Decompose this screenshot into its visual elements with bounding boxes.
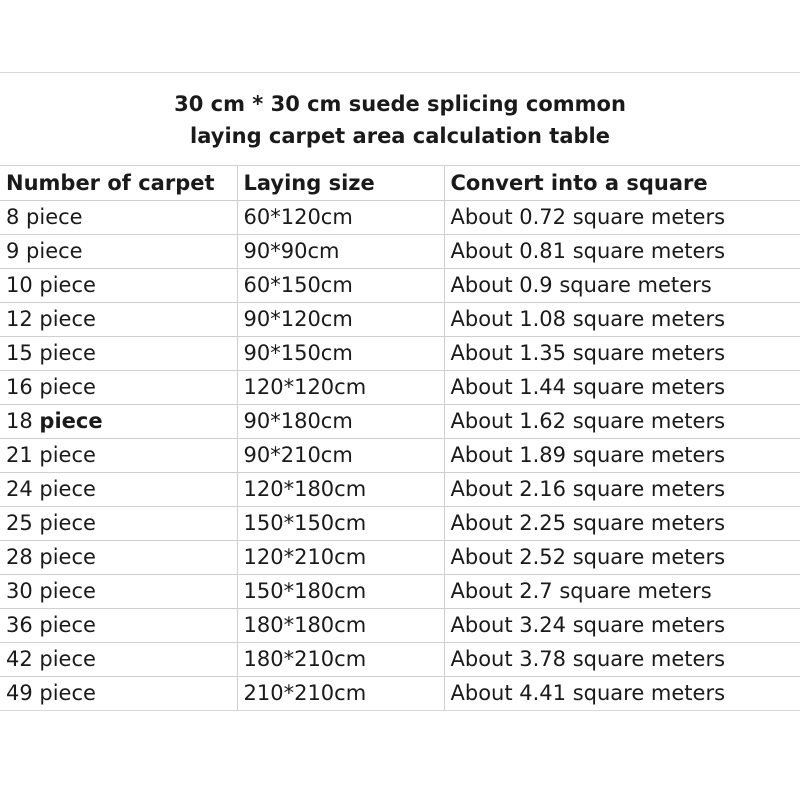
header-row bbox=[0, 166, 800, 201]
cell-count: 12 piece bbox=[0, 303, 237, 337]
cell-size: 120*180cm bbox=[237, 473, 444, 507]
table-row bbox=[0, 337, 800, 371]
cell-count: 28 piece bbox=[0, 541, 237, 575]
table-row bbox=[0, 371, 800, 405]
cell-count: 36 piece bbox=[0, 609, 237, 643]
table-row bbox=[0, 609, 800, 643]
table-row bbox=[0, 405, 800, 439]
table-row bbox=[0, 439, 800, 473]
cell-count: 15 piece bbox=[0, 337, 237, 371]
cell-area: About 4.41 square meters bbox=[444, 677, 800, 711]
cell-count: 8 piece bbox=[0, 201, 237, 235]
cell-count-number: 18 bbox=[6, 409, 33, 433]
header-laying-size: Laying size bbox=[237, 166, 444, 201]
cell-count: 21 piece bbox=[0, 439, 237, 473]
cell-size: 180*180cm bbox=[237, 609, 444, 643]
table-title bbox=[0, 73, 800, 166]
cell-size: 60*120cm bbox=[237, 201, 444, 235]
cell-area: About 1.62 square meters bbox=[444, 405, 800, 439]
cell-size: 210*210cm bbox=[237, 677, 444, 711]
table-row bbox=[0, 201, 800, 235]
cell-area: About 0.72 square meters bbox=[444, 201, 800, 235]
table-title-line-1: 30 cm * 30 cm suede splicing common bbox=[174, 92, 626, 116]
cell-size: 120*120cm bbox=[237, 371, 444, 405]
header-number-of-carpet: Number of carpet bbox=[0, 166, 237, 201]
cell-count: 9 piece bbox=[0, 235, 237, 269]
table-row bbox=[0, 473, 800, 507]
cell-area: About 2.52 square meters bbox=[444, 541, 800, 575]
table-row bbox=[0, 643, 800, 677]
cell-area: About 1.35 square meters bbox=[444, 337, 800, 371]
cell-area: About 2.16 square meters bbox=[444, 473, 800, 507]
cell-area: About 3.24 square meters bbox=[444, 609, 800, 643]
title-row bbox=[0, 73, 800, 166]
table-row bbox=[0, 541, 800, 575]
cell-area: About 0.9 square meters bbox=[444, 269, 800, 303]
cell-size: 90*180cm bbox=[237, 405, 444, 439]
cell-size: 90*150cm bbox=[237, 337, 444, 371]
cell-size: 60*150cm bbox=[237, 269, 444, 303]
cell-size: 120*210cm bbox=[237, 541, 444, 575]
cell-size: 90*210cm bbox=[237, 439, 444, 473]
cell-count: 49 piece bbox=[0, 677, 237, 711]
cell-count: 10 piece bbox=[0, 269, 237, 303]
cell-count: 25 piece bbox=[0, 507, 237, 541]
table-row bbox=[0, 507, 800, 541]
cell-area: About 1.08 square meters bbox=[444, 303, 800, 337]
carpet-area-table-container bbox=[0, 72, 800, 711]
carpet-area-table bbox=[0, 72, 800, 711]
cell-count: 24 piece bbox=[0, 473, 237, 507]
cell-count: 16 piece bbox=[0, 371, 237, 405]
table-row bbox=[0, 677, 800, 711]
cell-count-word-bold: piece bbox=[39, 409, 103, 433]
cell-area: About 1.44 square meters bbox=[444, 371, 800, 405]
header-convert-into-square: Convert into a square bbox=[444, 166, 800, 201]
cell-count: 42 piece bbox=[0, 643, 237, 677]
cell-size: 180*210cm bbox=[237, 643, 444, 677]
cell-area: About 1.89 square meters bbox=[444, 439, 800, 473]
cell-size: 150*180cm bbox=[237, 575, 444, 609]
cell-area: About 2.25 square meters bbox=[444, 507, 800, 541]
cell-size: 90*120cm bbox=[237, 303, 444, 337]
table-title-line-2: laying carpet area calculation table bbox=[190, 124, 610, 148]
table-row bbox=[0, 575, 800, 609]
cell-size: 150*150cm bbox=[237, 507, 444, 541]
cell-count: 30 piece bbox=[0, 575, 237, 609]
cell-area: About 3.78 square meters bbox=[444, 643, 800, 677]
cell-area: About 0.81 square meters bbox=[444, 235, 800, 269]
cell-count bbox=[0, 405, 237, 439]
cell-area: About 2.7 square meters bbox=[444, 575, 800, 609]
table-row bbox=[0, 269, 800, 303]
table-row bbox=[0, 303, 800, 337]
cell-size: 90*90cm bbox=[237, 235, 444, 269]
table-row bbox=[0, 235, 800, 269]
